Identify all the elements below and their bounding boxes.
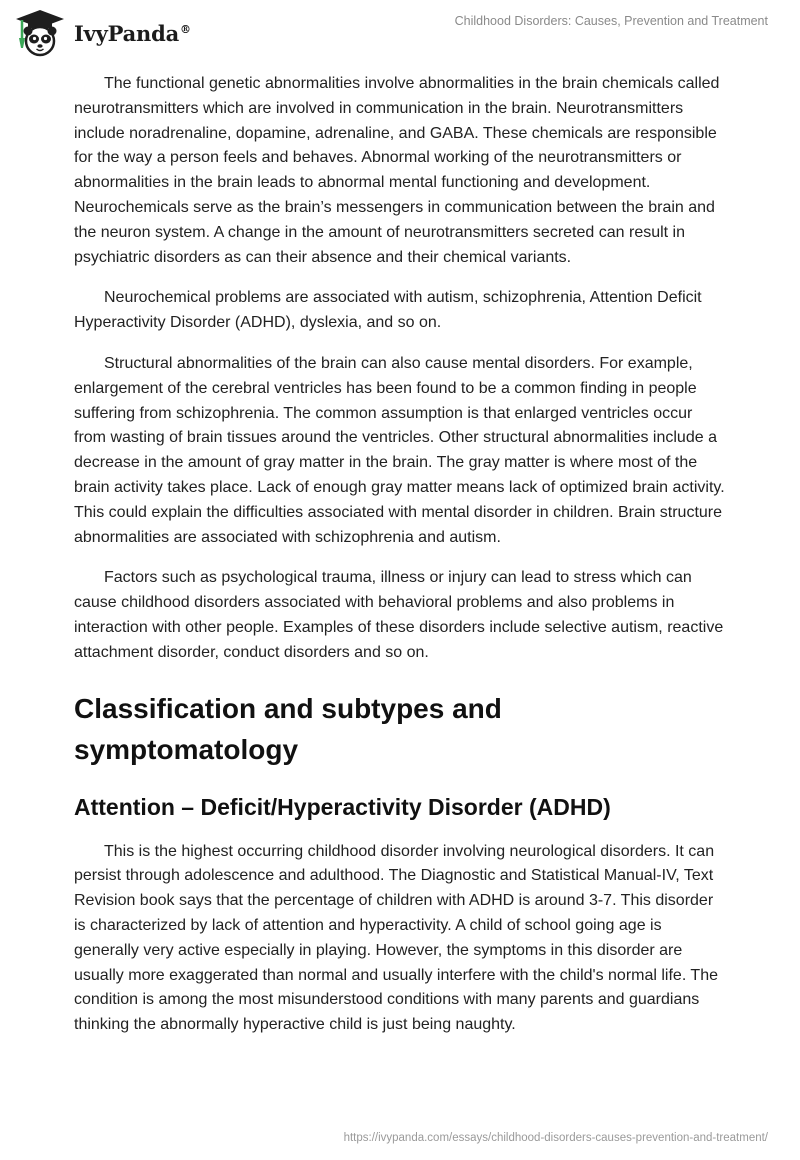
ivypanda-logo[interactable] [14, 8, 191, 58]
essay-body [74, 72, 726, 1054]
body-paragraph: The functional genetic abnormalities involve abnormalities in the brain chemicals called neurotransmitters which are involved in communication in the brain. Neurotransmitters include noradrenaline, dopamine, adrenaline, and GABA. These chemicals are responsible for the way a person feels and behaves. Abnormal working of the neurotransmitters or abnormalities in the brain leads to abnormal mental functioning and development. Neurochemicals serve as the brain’s messengers in communication between the brain and the neuron system. A change in the amount of neurotransmitters secreted can result in psychiatric disorders as can their absence and their chemical variants. [74, 75, 720, 266]
page-header [0, 0, 800, 64]
panda-graduate-icon [14, 8, 66, 58]
body-paragraph: Neurochemical problems are associated with autism, schizophrenia, Attention Deficit Hyperactivity Disorder (ADHD), dyslexia, and so on. [74, 289, 702, 332]
registered-mark: ® [180, 22, 191, 36]
source-url[interactable]: https://ivypanda.com/essays/childhood-disorders-causes-prevention-and-treatment/ [343, 1132, 768, 1144]
body-paragraph: This is the highest occurring childhood disorder involving neurological disorders. It can persist through adolescence and adulthood. The Diagnostic and Statistical Manual-IV, Text Revision book says that the percentage of children with ADHD is around 3-7. This disorder is characterized by lack of attention and hyperactivity. A child of school going age is generally very active especially in playing. However, the symptoms in this disorder are usually more exaggerated than normal and usually interfere with the child's normal life. The condition is among the most misunderstood conditions with many parents and guardians thinking the abnormally hyperactive child is just being naughty. [74, 842, 718, 1034]
document-title: Childhood Disorders: Causes, Prevention and Treatment [454, 14, 768, 28]
section-heading: Classification and subtypes and symptomatology [74, 692, 502, 765]
subsection-heading: Attention – Deficit/Hyperactivity Disorder (ADHD) [74, 793, 611, 820]
body-paragraph: Factors such as psychological trauma, illness or injury can lead to stress which can cause childhood disorders associated with behavioral problems and also problems in interaction with other people. Examples of these disorders include selective autism, reactive attachment disorder, conduct disorders and so on. [74, 569, 724, 661]
brand-name [74, 21, 191, 46]
brand-label: IvyPanda [74, 20, 180, 46]
body-paragraph: Structural abnormalities of the brain can also cause mental disorders. For example, enlargement of the cerebral ventricles has been found to be a common finding in people suffering from schizophrenia. The common assumption is that enlarged ventricles occur from wasting of brain tissues around the ventricles. Other structural abnormalities include a decrease in the amount of gray matter in the brain. The gray matter is where most of the brain activity takes place. Lack of enough gray matter means lack of optimized brain activity. This could explain the difficulties associated with mental disorder in children. Brain structure abnormalities are associated with schizophrenia and autism. [74, 354, 725, 546]
